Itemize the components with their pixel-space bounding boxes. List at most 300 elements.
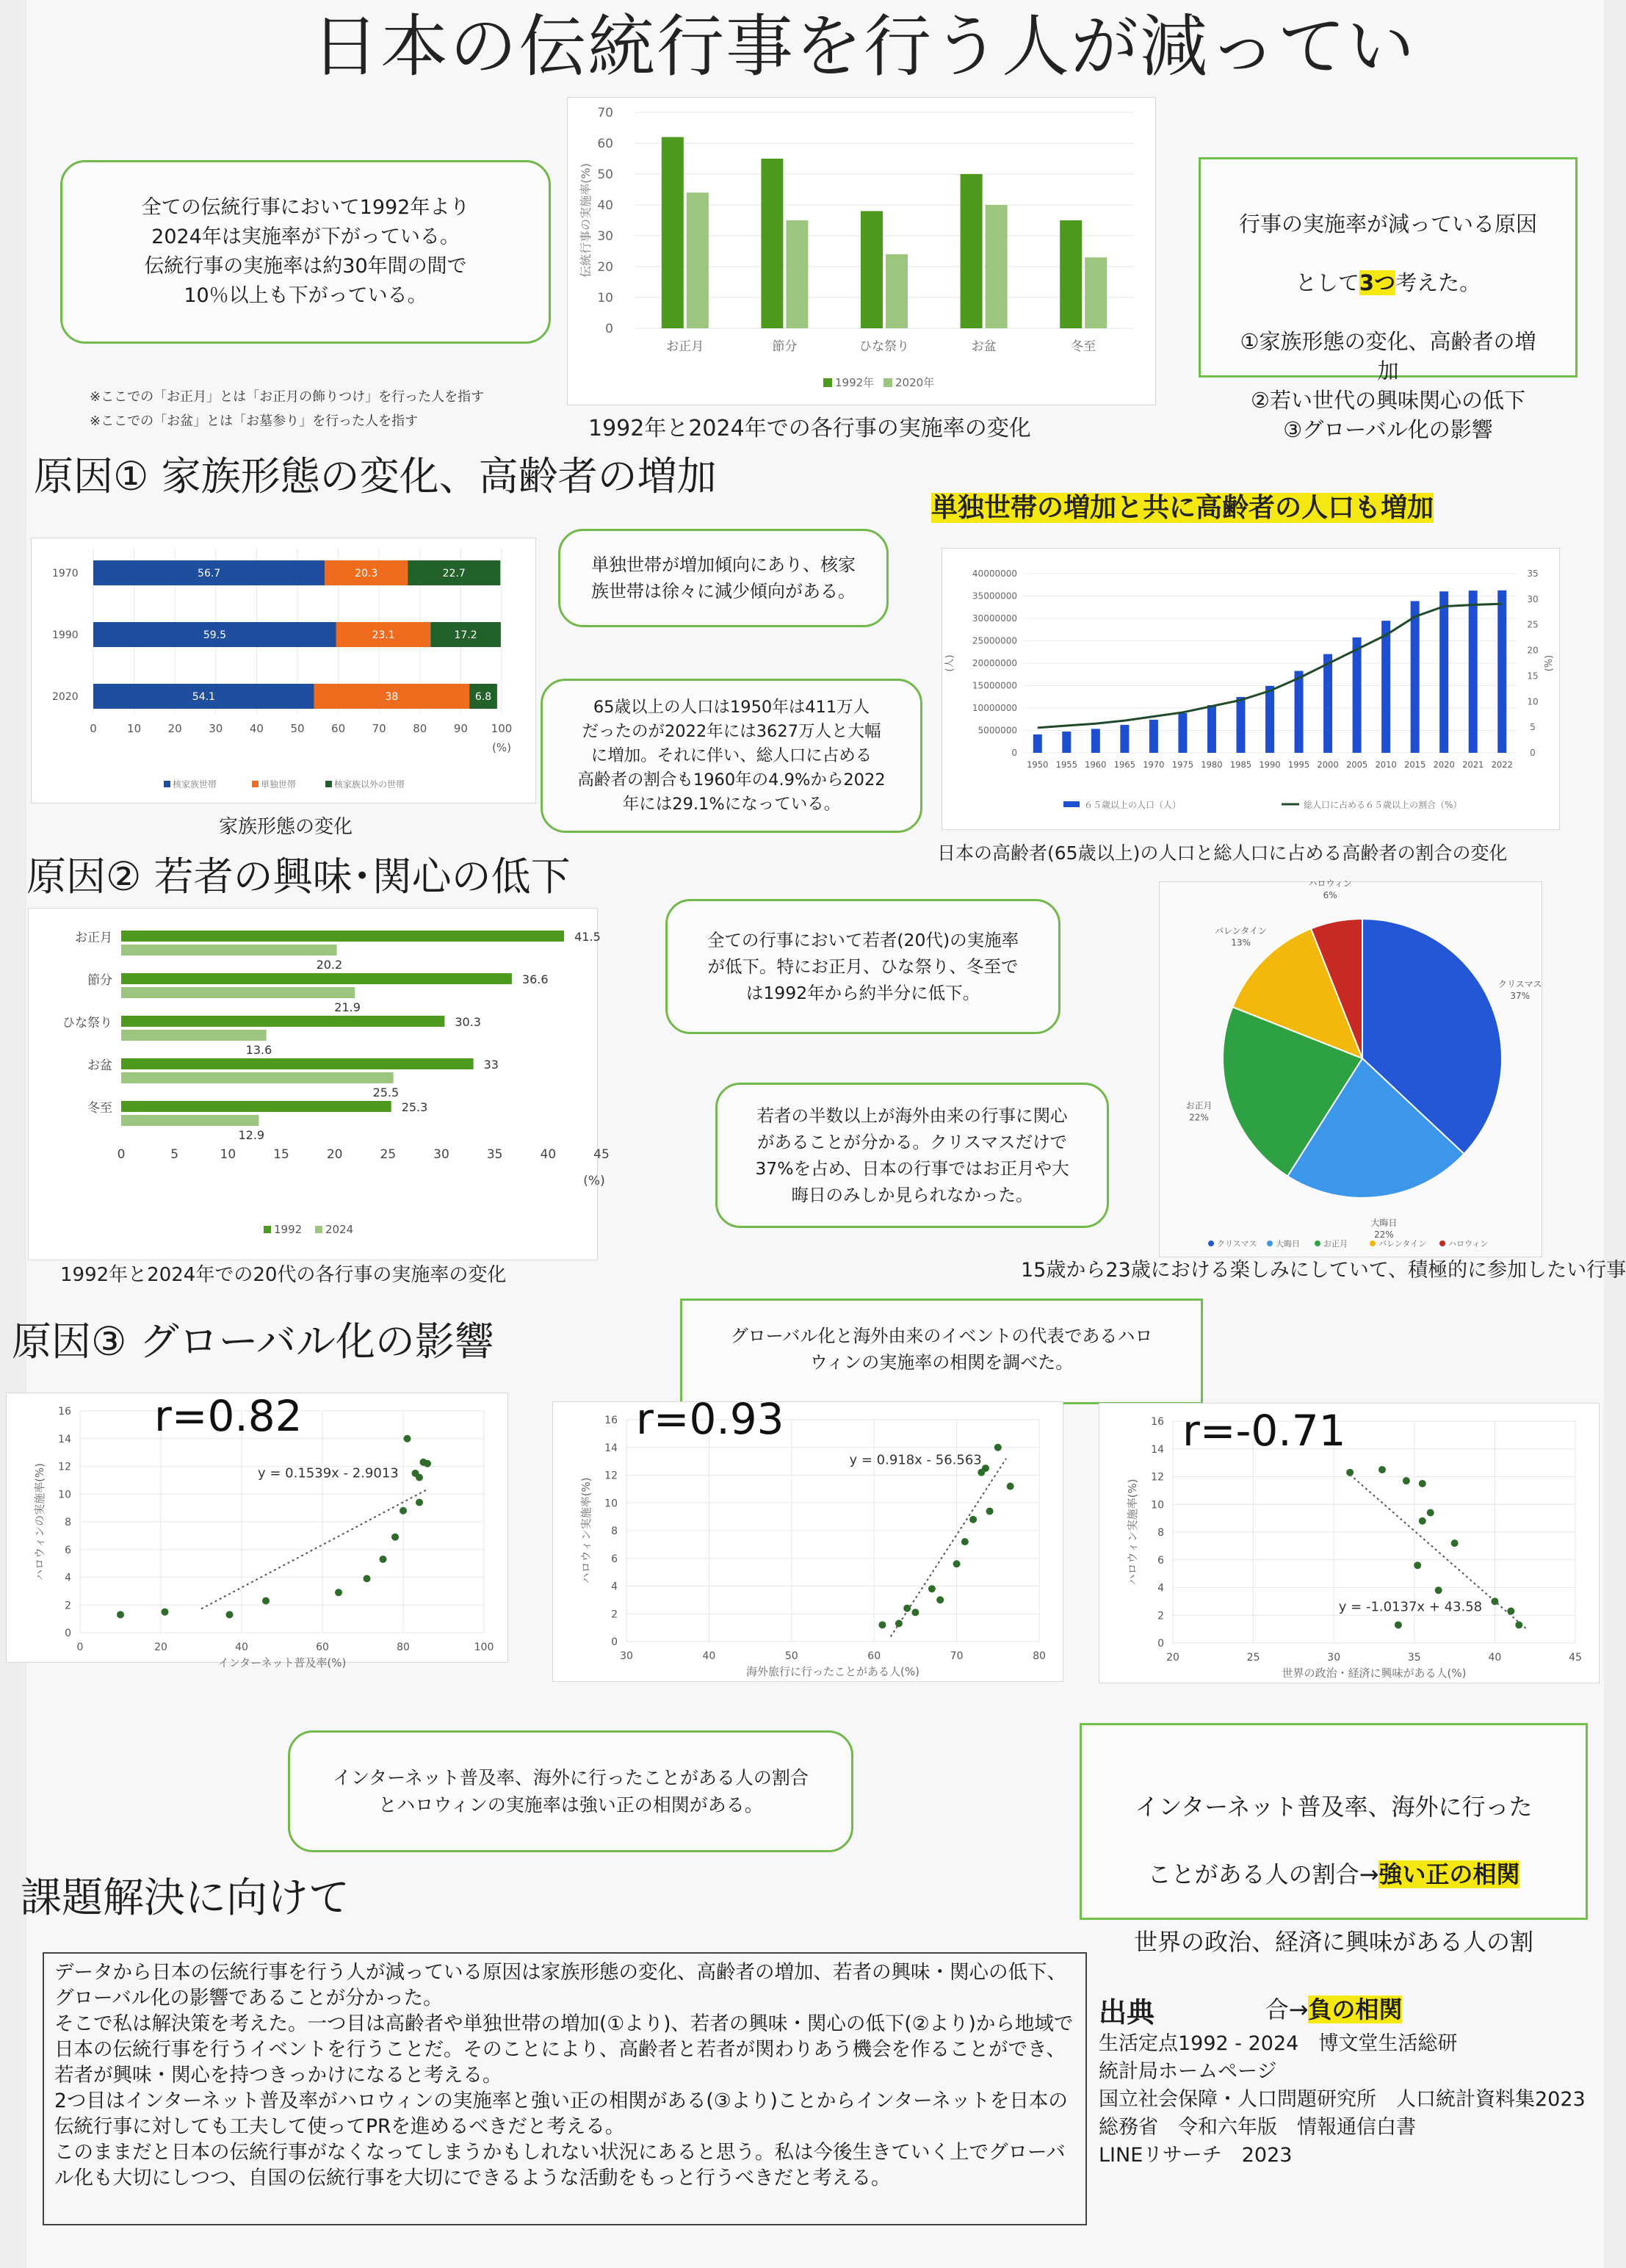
x-tick-label: 2000 bbox=[1317, 759, 1339, 770]
legend-label: お正月 bbox=[1323, 1239, 1348, 1249]
x-tick-label: 1995 bbox=[1287, 759, 1310, 770]
source-item: 総務省 令和六年版 情報通信白書 bbox=[1099, 2116, 1416, 2139]
x-tick-label: 1970 bbox=[1143, 759, 1165, 770]
reasons-line1: 行事の実施率が減っている原因 bbox=[1238, 212, 1537, 236]
x-tick-label: 80 bbox=[397, 1642, 410, 1653]
bar bbox=[662, 137, 684, 328]
data-point bbox=[1403, 1477, 1410, 1484]
conclusion-line4-pre: 合→ bbox=[1265, 1996, 1309, 2023]
legend-label: 総人口に占める６５歳以上の割合（%） bbox=[1304, 800, 1462, 810]
y-tick-label: 4 bbox=[611, 1581, 618, 1593]
bar bbox=[786, 220, 808, 328]
y-tick-label: 50 bbox=[597, 167, 613, 182]
y2-tick-label: 5 bbox=[1530, 722, 1536, 733]
data-point bbox=[1435, 1586, 1442, 1594]
data-label: 20.3 bbox=[355, 568, 378, 579]
legend-label: 1992 bbox=[274, 1223, 303, 1236]
y-tick-label: 10 bbox=[597, 291, 613, 306]
trend-equation: y = 0.1539x - 2.9013 bbox=[258, 1465, 399, 1481]
x-tick-label: 25 bbox=[1246, 1652, 1260, 1664]
bar bbox=[1353, 638, 1362, 753]
source-item: LINEリサーチ 2023 bbox=[1099, 2144, 1293, 2167]
youth-chart bbox=[28, 908, 610, 1260]
y-tick-label: 30000000 bbox=[972, 613, 1017, 624]
x-tick-label: 1950 bbox=[1027, 759, 1049, 770]
elderly-bubble: 65歳以上の人口は1950年は411万人 だったのが2022年には3627万人と大幅 に増加。それに伴い、総人口に占める 高齢者の割合も1960年の4.9%から2022 年には29.1%になっている。 bbox=[541, 679, 922, 833]
data-point bbox=[903, 1605, 911, 1612]
note-obon: ※ここでの「お盆」とは「お墓参り」を行った人を指す bbox=[90, 413, 419, 429]
poster bbox=[12, 0, 1626, 2268]
bar bbox=[1323, 654, 1332, 753]
x-tick-label: 40 bbox=[235, 1642, 248, 1653]
data-label: 22.7 bbox=[442, 568, 466, 579]
reasons-list: ①家族形態の変化、高齢者の増 加 ②若い世代の興味関心の低下 ③グローバル化の影響 bbox=[1240, 329, 1536, 442]
reasons-line2-pre: として bbox=[1295, 270, 1359, 295]
bar bbox=[1033, 734, 1042, 753]
x-tick-label: 0 bbox=[117, 1147, 126, 1162]
bar bbox=[121, 1101, 391, 1112]
page-title: 日本の伝統行事を行う人が減ってい bbox=[311, 7, 1416, 86]
data-label: 21.9 bbox=[334, 1000, 361, 1014]
x-tick-label: 2021 bbox=[1462, 759, 1484, 770]
bar bbox=[121, 1115, 259, 1126]
legend-swatch bbox=[823, 378, 832, 387]
y-tick-label: ひな祭り bbox=[62, 1016, 112, 1030]
slice-label: クリスマス bbox=[1497, 979, 1542, 990]
y2-tick-label: 20 bbox=[1527, 645, 1539, 656]
x-tick-label: 10 bbox=[220, 1147, 236, 1162]
bar bbox=[1060, 220, 1082, 328]
x-tick-label: 50 bbox=[290, 722, 305, 735]
scatter-overseas-svg bbox=[553, 1402, 1063, 1681]
essay-box bbox=[43, 1952, 1087, 2225]
y-tick-label: 14 bbox=[604, 1442, 618, 1454]
cause3-heading: 原因③ グローバル化の影響 bbox=[12, 1318, 494, 1365]
source-item: 生活定点1992 - 2024 博文堂生活総研 bbox=[1099, 2032, 1458, 2055]
data-point bbox=[1419, 1517, 1426, 1525]
slice-percent: 22% bbox=[1373, 1229, 1394, 1240]
conclusion-line2 bbox=[1082, 1857, 1586, 1891]
legend-swatch bbox=[1208, 1240, 1214, 1246]
data-label: 25.3 bbox=[401, 1100, 428, 1114]
x-tick-label: 25 bbox=[380, 1147, 397, 1162]
family-chart-svg bbox=[32, 538, 535, 803]
positive-correlation-highlight: 強い正の相関 bbox=[1379, 1860, 1520, 1888]
events-chart-svg bbox=[568, 98, 1155, 405]
y-tick-label: 20 bbox=[597, 260, 613, 275]
data-point bbox=[982, 1465, 989, 1472]
data-label: 36.6 bbox=[521, 972, 549, 986]
data-label: 59.5 bbox=[203, 629, 226, 641]
x-tick-label: お正月 bbox=[666, 339, 704, 354]
legend-swatch bbox=[1063, 801, 1080, 807]
y-tick-label: 35000000 bbox=[972, 591, 1017, 602]
negative-correlation-highlight: 負の相関 bbox=[1308, 1996, 1403, 2023]
y-tick-label: 0 bbox=[605, 322, 613, 336]
data-point bbox=[969, 1516, 977, 1523]
x-unit-label: (%) bbox=[583, 1174, 605, 1188]
y-tick-label: 60 bbox=[597, 137, 613, 151]
youth-bubble: 全ての行事において若者(20代)の実施率 が低下。特にお正月、ひな祭り、冬至で は1992年から約半分に低下。 bbox=[665, 899, 1060, 1034]
solution-heading: 課題解決に向けて bbox=[21, 1874, 350, 1922]
y-tick-label: 15000000 bbox=[972, 680, 1017, 691]
x-tick-label: 2010 bbox=[1375, 759, 1397, 770]
elderly-chart bbox=[942, 548, 1560, 830]
slice-label: バレンタイン bbox=[1215, 925, 1268, 936]
x-tick-label: 2015 bbox=[1404, 759, 1426, 770]
y-tick-label: 10 bbox=[604, 1498, 618, 1510]
essay-paragraph: そこで私は解決策を考えた。一つ目は高齢者や単独世帯の増加(①より)、若者の興味・関心の低下(②より)から地域で日本の伝統行事を行うイベントを行うことだ。そのことにより、高齢者と若者が関わりあう機会を作ることができ、若者が興味・関心を持つきっかけになると考える。 bbox=[54, 2012, 1074, 2087]
y2-axis-label: (%) bbox=[1544, 654, 1555, 672]
x-tick-label: 60 bbox=[316, 1642, 329, 1653]
y-tick-label: 8 bbox=[1157, 1527, 1164, 1539]
bar bbox=[121, 945, 337, 956]
r-value-politics: r=-0.71 bbox=[1182, 1406, 1346, 1456]
bar bbox=[761, 159, 783, 328]
x-tick-label: 30 bbox=[620, 1650, 633, 1662]
scatter-politics-svg bbox=[1099, 1404, 1599, 1683]
bar bbox=[1149, 720, 1158, 753]
data-label: 23.1 bbox=[372, 629, 395, 641]
data-point bbox=[878, 1621, 886, 1628]
data-point bbox=[1427, 1509, 1434, 1517]
bar bbox=[861, 211, 883, 328]
x-tick-label: お盆 bbox=[971, 339, 997, 354]
nuclear-bubble: 単独世帯が増加傾向にあり、核家 族世帯は徐々に減少傾向がある。 bbox=[558, 529, 889, 627]
bar bbox=[1439, 591, 1448, 753]
x-tick-label: 1975 bbox=[1171, 759, 1194, 770]
essay-paragraph: 2つ目はインターネット普及率がハロウィンの実施率と強い正の相関がある(③より)ことからインターネットを日本の伝統行事に対しても工夫して使ってPRを進めるべきだと考える。 bbox=[54, 2090, 1068, 2138]
bar bbox=[121, 1058, 474, 1069]
y-tick-label: 14 bbox=[58, 1433, 71, 1445]
x-tick-label: 40 bbox=[540, 1147, 557, 1162]
source-item: 国立社会保障・人口問題研究所 人口統計資料集2023 bbox=[1099, 2088, 1586, 2111]
y-tick-label: 40000000 bbox=[972, 568, 1017, 579]
bar bbox=[1411, 601, 1420, 753]
y-tick-label: 16 bbox=[1151, 1416, 1164, 1428]
single-household-highlight: 単独世帯の増加と共に高齢者の人口も増加 bbox=[931, 493, 1434, 523]
x-tick-label: 100 bbox=[491, 722, 513, 735]
single-household-heading bbox=[931, 493, 1434, 524]
x-tick-label: 50 bbox=[784, 1650, 798, 1662]
x-tick-label: 80 bbox=[413, 722, 427, 735]
conclusion-line2-pre: ことがある人の割合→ bbox=[1147, 1860, 1379, 1888]
y-tick-label: 8 bbox=[611, 1525, 618, 1537]
bar bbox=[121, 1072, 394, 1083]
y-tick-label: 10000000 bbox=[972, 703, 1017, 713]
data-point bbox=[1007, 1483, 1014, 1490]
youth-chart-caption: 1992年と2024年での20代の各行事の実施率の変化 bbox=[60, 1264, 507, 1286]
y-tick-label: 0 bbox=[1157, 1638, 1164, 1650]
x-tick-label: 100 bbox=[474, 1642, 494, 1653]
data-point bbox=[953, 1560, 961, 1567]
data-point bbox=[364, 1575, 371, 1582]
y-tick-label: 40 bbox=[597, 198, 613, 213]
data-label: 13.6 bbox=[245, 1043, 272, 1057]
x-tick-label: 節分 bbox=[772, 339, 798, 354]
y-tick-label: 70 bbox=[597, 106, 613, 120]
legend-swatch bbox=[164, 781, 170, 787]
pie-chart bbox=[1159, 878, 1542, 1257]
pie-chart-caption: 15歳から23歳における楽しみにしていて、積極的に参加したい行事 bbox=[1021, 1259, 1626, 1282]
y-tick-label: 30 bbox=[597, 229, 613, 244]
y2-tick-label: 10 bbox=[1527, 696, 1539, 707]
bar bbox=[687, 192, 709, 328]
data-label: 41.5 bbox=[574, 930, 601, 944]
legend-label: クリスマス bbox=[1217, 1239, 1257, 1249]
elderly-chart-svg bbox=[942, 549, 1559, 829]
events-chart bbox=[567, 97, 1156, 405]
x-tick-label: 45 bbox=[593, 1147, 610, 1162]
data-point bbox=[1515, 1621, 1522, 1628]
y-axis-label: ハロウィン実施率(%) bbox=[579, 1477, 593, 1584]
slice-percent: 22% bbox=[1189, 1112, 1209, 1123]
x-tick-label: 5 bbox=[170, 1147, 179, 1162]
legend-label: 核家族世帯 bbox=[173, 779, 217, 790]
data-point bbox=[961, 1538, 969, 1545]
data-point bbox=[1346, 1469, 1354, 1476]
data-point bbox=[1491, 1597, 1498, 1605]
data-point bbox=[986, 1508, 994, 1515]
data-point bbox=[391, 1534, 399, 1541]
y-tick-label: 2 bbox=[1157, 1610, 1164, 1622]
data-label: 33 bbox=[483, 1058, 499, 1072]
r-value-overseas: r=0.93 bbox=[636, 1394, 784, 1444]
x-tick-label: 20 bbox=[1166, 1652, 1179, 1664]
y-tick-label: 6 bbox=[65, 1544, 71, 1556]
x-tick-label: 0 bbox=[90, 722, 97, 735]
legend-label: バレンタイン bbox=[1379, 1239, 1427, 1249]
y-tick-label: 20000000 bbox=[972, 658, 1017, 668]
data-point bbox=[262, 1597, 270, 1605]
globalization-box: グローバル化と海外由来のイベントの代表であるハロ ウィンの実施率の相関を調べた。 bbox=[680, 1299, 1203, 1404]
y-tick-label: 6 bbox=[611, 1553, 618, 1565]
data-point bbox=[380, 1556, 387, 1563]
x-tick-label: 20 bbox=[167, 722, 182, 735]
y-tick-label: 0 bbox=[611, 1636, 618, 1648]
legend-swatch bbox=[884, 378, 892, 387]
y-tick-label: 12 bbox=[604, 1470, 618, 1482]
y-tick-label: 16 bbox=[604, 1415, 618, 1426]
x-tick-label: 40 bbox=[1488, 1652, 1502, 1664]
pie-chart-svg bbox=[1160, 878, 1542, 1257]
y-axis-label: ハロウィン実施率(%) bbox=[1126, 1478, 1139, 1586]
correlation-bubble: インターネット普及率、海外に行ったことがある人の割合 とハロウィンの実施率は強い正の相関がある。 bbox=[288, 1730, 853, 1852]
x-tick-label: 20 bbox=[326, 1147, 343, 1162]
data-point bbox=[1379, 1466, 1386, 1473]
data-label: 38 bbox=[385, 691, 399, 703]
x-tick-label: 冬至 bbox=[1071, 339, 1096, 354]
bar bbox=[1497, 591, 1506, 753]
reasons-highlight: 3つ bbox=[1359, 270, 1396, 295]
y-tick-label: 12 bbox=[1151, 1471, 1164, 1484]
conclusion-line1: インターネット普及率、海外に行った bbox=[1135, 1793, 1533, 1821]
sources-heading: 出典 bbox=[1099, 1996, 1155, 2029]
y-tick-label: 1970 bbox=[52, 568, 79, 579]
reasons-box bbox=[1199, 157, 1578, 442]
data-point bbox=[162, 1608, 169, 1616]
x-tick-label: 1955 bbox=[1055, 759, 1077, 770]
y-tick-label: 12 bbox=[58, 1461, 71, 1473]
bar bbox=[1062, 732, 1071, 753]
y-tick-label: 16 bbox=[58, 1406, 71, 1418]
data-point bbox=[335, 1589, 342, 1596]
x-tick-label: 90 bbox=[453, 722, 468, 735]
data-label: 25.5 bbox=[372, 1086, 400, 1099]
x-tick-label: 2022 bbox=[1491, 759, 1513, 770]
legend-swatch bbox=[252, 781, 259, 787]
note-oshogatsu: ※ここでの「お正月」とは「お正月の飾りつけ」を行った人を指す bbox=[90, 389, 485, 405]
x-tick-label: 20 bbox=[154, 1642, 167, 1653]
legend-swatch bbox=[315, 1226, 322, 1233]
slice-label: 大晦日 bbox=[1370, 1218, 1398, 1229]
bar bbox=[1469, 591, 1478, 753]
bar bbox=[121, 931, 564, 942]
x-tick-label: 2005 bbox=[1345, 759, 1368, 770]
reasons-line2 bbox=[1201, 268, 1575, 297]
r-value-internet: r=0.82 bbox=[154, 1391, 303, 1441]
y-tick-label: お正月 bbox=[75, 931, 112, 945]
data-label: 56.7 bbox=[198, 568, 221, 579]
y-tick-label: 10 bbox=[1151, 1499, 1164, 1512]
bar bbox=[886, 254, 908, 328]
data-point bbox=[936, 1596, 944, 1603]
y-axis-label: (人) bbox=[944, 654, 955, 672]
legend-swatch bbox=[1315, 1240, 1320, 1246]
y-tick-label: 冬至 bbox=[87, 1101, 112, 1116]
x-tick-label: 60 bbox=[331, 722, 346, 735]
x-tick-label: 1960 bbox=[1085, 759, 1107, 770]
x-tick-label: 30 bbox=[1327, 1652, 1341, 1664]
x-tick-label: 1990 bbox=[1259, 759, 1281, 770]
bar bbox=[1295, 671, 1304, 753]
slice-percent: 37% bbox=[1510, 991, 1531, 1002]
legend-label: ハロウィン bbox=[1448, 1239, 1489, 1249]
x-tick-label: 1965 bbox=[1113, 759, 1135, 770]
slice-label: ハロウィン bbox=[1308, 878, 1352, 889]
data-point bbox=[424, 1460, 431, 1467]
y-tick-label: 2020 bbox=[52, 691, 79, 703]
legend-swatch bbox=[325, 781, 332, 787]
y-tick-label: 14 bbox=[1151, 1443, 1164, 1456]
x-tick-label: 15 bbox=[273, 1147, 289, 1162]
data-label: 20.2 bbox=[316, 958, 343, 972]
x-tick-label: 35 bbox=[486, 1147, 503, 1162]
x-tick-label: 0 bbox=[76, 1642, 84, 1653]
x-tick-label: 2020 bbox=[1433, 759, 1455, 770]
family-chart-caption: 家族形態の変化 bbox=[219, 816, 353, 838]
y2-tick-label: 0 bbox=[1530, 748, 1536, 758]
y-tick-label: 1990 bbox=[52, 629, 79, 641]
reasons-line2-post: 考えた。 bbox=[1395, 270, 1481, 295]
legend-label: 2024 bbox=[325, 1223, 354, 1236]
data-label: 6.8 bbox=[474, 691, 492, 703]
bar bbox=[961, 174, 983, 328]
x-tick-label: 70 bbox=[950, 1650, 964, 1662]
y-tick-label: 節分 bbox=[87, 973, 112, 988]
bar bbox=[986, 205, 1008, 328]
y-tick-label: 25000000 bbox=[972, 635, 1017, 646]
intro-bubble: 全ての伝統行事において1992年より 2024年は実施率が下がっている。 伝統行事の実施率は約30年間の間で 10％以上も下がっている。 bbox=[60, 160, 551, 344]
bar bbox=[1120, 725, 1129, 753]
bar bbox=[121, 973, 512, 984]
data-point bbox=[895, 1619, 903, 1627]
elderly-chart-caption: 日本の高齢者(65歳以上)の人口と総人口に占める高齢者の割合の変化 bbox=[937, 842, 1508, 864]
bar bbox=[1178, 713, 1187, 753]
data-point bbox=[1507, 1608, 1514, 1615]
data-point bbox=[911, 1608, 919, 1616]
x-axis-label: 世界の政治・経済に興味がある人(%) bbox=[1282, 1666, 1467, 1680]
data-label: 17.2 bbox=[454, 629, 477, 641]
overseas-bubble: 若者の半数以上が海外由来の行事に関心 があることが分かる。クリスマスだけで 37%を占め、日本の行事ではお正月や大 晦日のみしか見られなかった。 bbox=[715, 1083, 1109, 1228]
data-label: 30.3 bbox=[455, 1015, 481, 1029]
x-tick-label: ひな祭り bbox=[859, 339, 909, 354]
x-tick-label: 1985 bbox=[1229, 759, 1252, 770]
x-tick-label: 30 bbox=[433, 1147, 449, 1162]
bar bbox=[121, 1016, 444, 1027]
legend-swatch bbox=[1439, 1240, 1445, 1246]
data-point bbox=[404, 1435, 411, 1442]
trend-equation: y = 0.918x - 56.563 bbox=[849, 1452, 982, 1468]
cause2-heading: 原因② 若者の興味･関心の低下 bbox=[26, 853, 571, 900]
x-tick-label: 40 bbox=[702, 1650, 716, 1662]
data-point bbox=[994, 1444, 1002, 1451]
y-tick-label: 8 bbox=[65, 1517, 71, 1528]
x-tick-label: 35 bbox=[1407, 1652, 1421, 1664]
trendline bbox=[201, 1489, 427, 1609]
slice-label: お正月 bbox=[1185, 1100, 1213, 1111]
bar bbox=[1085, 257, 1107, 328]
y-tick-label: 4 bbox=[65, 1572, 71, 1584]
data-point bbox=[1419, 1480, 1426, 1487]
legend-label: 1992年 bbox=[835, 376, 875, 389]
legend-label: 大晦日 bbox=[1276, 1239, 1300, 1249]
data-label: 54.1 bbox=[192, 691, 215, 703]
legend-swatch bbox=[1267, 1240, 1273, 1246]
bar bbox=[1091, 729, 1100, 753]
y-tick-label: お盆 bbox=[87, 1058, 112, 1073]
data-point bbox=[416, 1474, 423, 1481]
y2-tick-label: 30 bbox=[1527, 593, 1539, 604]
youth-chart-svg bbox=[29, 909, 610, 1260]
bar bbox=[1265, 686, 1274, 753]
data-point bbox=[1451, 1539, 1459, 1547]
data-point bbox=[928, 1585, 936, 1592]
x-axis-label: インターネット普及率(%) bbox=[217, 1656, 347, 1669]
scatter-politics bbox=[1099, 1403, 1600, 1683]
y-tick-label: 5000000 bbox=[978, 725, 1017, 736]
y-tick-label: 0 bbox=[1011, 748, 1017, 758]
legend-label: ６５歳以上の人口（人） bbox=[1084, 800, 1182, 810]
x-tick-label: 45 bbox=[1569, 1652, 1582, 1664]
legend-label: 核家族以外の世帯 bbox=[334, 779, 405, 790]
trend-equation: y = -1.0137x + 43.58 bbox=[1338, 1599, 1483, 1615]
slice-percent: 6% bbox=[1323, 890, 1337, 901]
x-tick-label: 30 bbox=[209, 722, 223, 735]
x-tick-label: 40 bbox=[249, 722, 264, 735]
x-tick-label: 80 bbox=[1033, 1650, 1046, 1662]
source-item: 統計局ホームページ bbox=[1099, 2060, 1277, 2083]
legend-swatch bbox=[264, 1226, 271, 1233]
legend-label: 単独世帯 bbox=[261, 779, 297, 790]
bar bbox=[1236, 697, 1245, 753]
y2-tick-label: 35 bbox=[1527, 568, 1539, 579]
bar bbox=[121, 1030, 267, 1041]
events-chart-caption: 1992年と2024年での各行事の実施率の変化 bbox=[588, 416, 1031, 441]
family-chart bbox=[31, 538, 536, 803]
bar bbox=[1207, 705, 1216, 753]
data-point bbox=[1414, 1561, 1421, 1569]
